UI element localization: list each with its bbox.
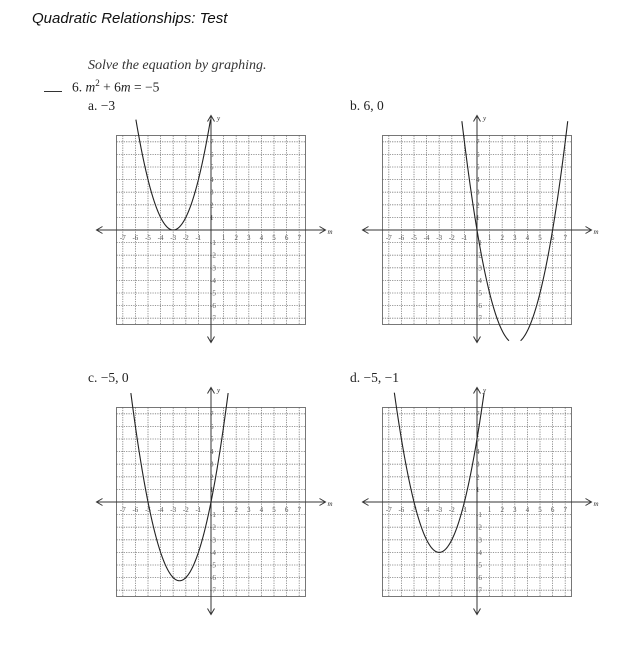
x-axis-label: m [593, 228, 599, 236]
x-axis-arrow-left [97, 499, 103, 506]
y-tick-label: -7 [476, 314, 482, 323]
y-tick-label: -2 [210, 251, 216, 260]
y-tick-label: 4 [476, 176, 480, 185]
x-tick-label: -3 [436, 506, 443, 514]
choice-d-label[interactable]: d. −5, −1 [350, 370, 399, 385]
y-axis-arrow-up [208, 388, 215, 394]
x-tick-label: 7 [297, 234, 301, 242]
y-tick-label: 5 [476, 163, 480, 172]
y-tick-label: -4 [476, 276, 482, 285]
y-tick-label: -3 [210, 536, 216, 545]
x-tick-label: -2 [182, 234, 189, 242]
x-tick-label: -7 [119, 506, 126, 514]
parabola-curve [136, 120, 211, 230]
x-tick-label: -3 [170, 234, 177, 242]
page-title: Quadratic Relationships: Test [32, 10, 228, 27]
y-tick-label: -5 [476, 561, 482, 570]
x-tick-label: 6 [550, 506, 555, 514]
x-tick-label: -5 [145, 234, 151, 242]
x-tick-label: 2 [234, 506, 238, 514]
choice-c-label[interactable]: c. −5, 0 [88, 370, 129, 385]
y-tick-label: -6 [210, 574, 216, 583]
x-tick-label: 4 [525, 234, 530, 242]
y-axis-arrow-up [208, 116, 215, 122]
x-tick-label: 2 [500, 506, 504, 514]
x-tick-label: 5 [538, 234, 542, 242]
y-tick-label: -3 [210, 264, 216, 273]
y-tick-label: -6 [476, 302, 482, 311]
x-tick-label: -7 [119, 234, 126, 242]
y-tick-label: 7 [210, 138, 214, 147]
x-tick-label: -4 [423, 506, 430, 514]
x-tick-label: 2 [234, 234, 238, 242]
y-tick-label: 6 [476, 150, 480, 159]
y-tick-label: -4 [210, 276, 216, 285]
x-tick-label: 1 [221, 506, 226, 514]
x-tick-label: -2 [448, 234, 455, 242]
x-tick-label: -2 [448, 506, 455, 514]
y-tick-label: -5 [210, 289, 216, 298]
choice-a-label[interactable]: a. −3 [88, 98, 116, 113]
y-tick-label: 3 [476, 460, 480, 469]
x-axis-arrow-right [586, 499, 592, 506]
x-tick-label: -2 [182, 506, 189, 514]
y-axis-arrow-down [474, 609, 481, 615]
x-tick-label: -6 [398, 234, 405, 242]
y-axis-arrow-up [474, 116, 481, 122]
y-tick-label: 5 [210, 435, 214, 444]
grid-border [117, 136, 306, 325]
choice-b-label[interactable]: b. 6, 0 [350, 98, 384, 113]
x-axis-label: m [327, 228, 333, 236]
parabola-curve [131, 393, 228, 581]
y-axis-arrow-down [208, 337, 215, 343]
x-tick-label: 2 [500, 234, 504, 242]
y-tick-label: -3 [476, 536, 482, 545]
x-tick-label: -3 [170, 506, 177, 514]
y-tick-label: 4 [476, 448, 480, 457]
y-tick-label: -7 [210, 586, 216, 595]
x-tick-label: 7 [563, 506, 567, 514]
y-tick-label: -7 [476, 586, 482, 595]
parabola-curve [394, 393, 484, 553]
y-tick-label: 4 [210, 448, 214, 457]
x-tick-label: 3 [513, 506, 517, 514]
y-tick-label: -7 [210, 314, 216, 323]
x-tick-label: 5 [272, 234, 276, 242]
instruction-text: Solve the equation by graphing. [88, 58, 267, 73]
x-tick-label: -7 [385, 234, 392, 242]
x-tick-label: -1 [461, 234, 468, 242]
x-tick-label: 6 [550, 234, 555, 242]
x-tick-label: 3 [513, 234, 517, 242]
grid-border [383, 408, 572, 597]
answer-blank[interactable] [44, 91, 62, 92]
question-equation [72, 78, 159, 96]
x-tick-label: 4 [259, 506, 264, 514]
y-axis-arrow-down [208, 609, 215, 615]
y-tick-label: 7 [476, 138, 480, 147]
x-tick-label: 4 [525, 506, 530, 514]
x-tick-label: -4 [157, 234, 164, 242]
y-axis-arrow-down [474, 337, 481, 343]
question-number: 6. [72, 79, 83, 95]
x-tick-label: -6 [132, 506, 139, 514]
x-tick-label: -6 [398, 506, 405, 514]
x-axis-arrow-left [363, 499, 369, 506]
x-tick-label: -4 [157, 506, 164, 514]
x-tick-label: 6 [284, 506, 289, 514]
y-tick-label: 2 [210, 201, 214, 210]
x-axis-label: m [327, 500, 333, 508]
x-tick-label: -1 [195, 234, 202, 242]
y-tick-label: 2 [476, 473, 480, 482]
y-tick-label: 3 [476, 188, 480, 197]
y-tick-label: 5 [210, 163, 214, 172]
y-tick-label: -4 [210, 548, 216, 557]
x-tick-label: -1 [195, 506, 202, 514]
x-axis-arrow-right [320, 227, 326, 234]
y-tick-label: 5 [476, 435, 480, 444]
x-tick-label: -1 [461, 506, 468, 514]
x-axis-label: m [593, 500, 599, 508]
x-tick-label: 1 [221, 234, 226, 242]
x-tick-label: -4 [423, 234, 430, 242]
x-tick-label: 5 [272, 506, 276, 514]
x-tick-label: -3 [436, 234, 443, 242]
x-tick-label: -5 [411, 234, 417, 242]
y-tick-label: -2 [210, 523, 216, 532]
y-tick-label: -6 [476, 574, 482, 583]
y-axis-label: y [217, 386, 221, 395]
grid-border [383, 136, 572, 325]
y-tick-label: -1 [210, 511, 216, 520]
y-tick-label: -3 [476, 264, 482, 273]
x-tick-label: 1 [487, 506, 492, 514]
x-axis-arrow-left [97, 227, 103, 234]
x-axis-arrow-right [586, 227, 592, 234]
y-axis-label: y [483, 386, 487, 395]
y-axis-label: y [217, 114, 221, 123]
grid-border [117, 408, 306, 597]
y-axis-label: y [483, 114, 487, 123]
y-tick-label: 2 [210, 473, 214, 482]
x-tick-label: -7 [385, 506, 392, 514]
x-tick-label: -5 [145, 506, 151, 514]
y-tick-label: 6 [476, 422, 480, 431]
y-axis-arrow-up [474, 388, 481, 394]
x-tick-label: -5 [411, 506, 417, 514]
parabola-curve [462, 121, 568, 341]
question-exponent: 2 [95, 78, 100, 88]
y-tick-label: 3 [210, 188, 214, 197]
y-tick-label: -2 [476, 523, 482, 532]
y-tick-label: -4 [476, 548, 482, 557]
y-tick-label: -6 [210, 302, 216, 311]
x-tick-label: 7 [563, 234, 567, 242]
question-variable: m [85, 79, 96, 95]
x-tick-label: 3 [247, 506, 251, 514]
x-tick-label: 5 [538, 506, 542, 514]
x-tick-label: 3 [247, 234, 251, 242]
x-axis-arrow-left [363, 227, 369, 234]
y-tick-label: 7 [210, 410, 214, 419]
y-tick-label: 7 [476, 410, 480, 419]
y-tick-label: 1 [476, 213, 480, 222]
y-tick-label: 1 [476, 485, 480, 494]
y-tick-label: 6 [210, 150, 214, 159]
y-tick-label: -5 [476, 289, 482, 298]
y-tick-label: 6 [210, 422, 214, 431]
y-tick-label: -1 [476, 511, 482, 520]
x-axis-arrow-right [320, 499, 326, 506]
x-tick-label: -6 [132, 234, 139, 242]
y-tick-label: -1 [210, 239, 216, 248]
y-tick-label: 1 [210, 213, 214, 222]
y-tick-label: 1 [210, 485, 214, 494]
x-tick-label: 1 [487, 234, 492, 242]
x-tick-label: 7 [297, 506, 301, 514]
y-tick-label: 4 [210, 176, 214, 185]
y-tick-label: -2 [476, 251, 482, 260]
x-tick-label: 4 [259, 234, 264, 242]
y-tick-label: -1 [476, 239, 482, 248]
question-rhs: = −5 [130, 79, 160, 95]
y-tick-label: 2 [476, 201, 480, 210]
question-term: + 6 [99, 79, 121, 95]
y-tick-label: -5 [210, 561, 216, 570]
x-tick-label: 6 [284, 234, 289, 242]
question-variable-2: m [120, 79, 131, 95]
y-tick-label: 3 [210, 460, 214, 469]
